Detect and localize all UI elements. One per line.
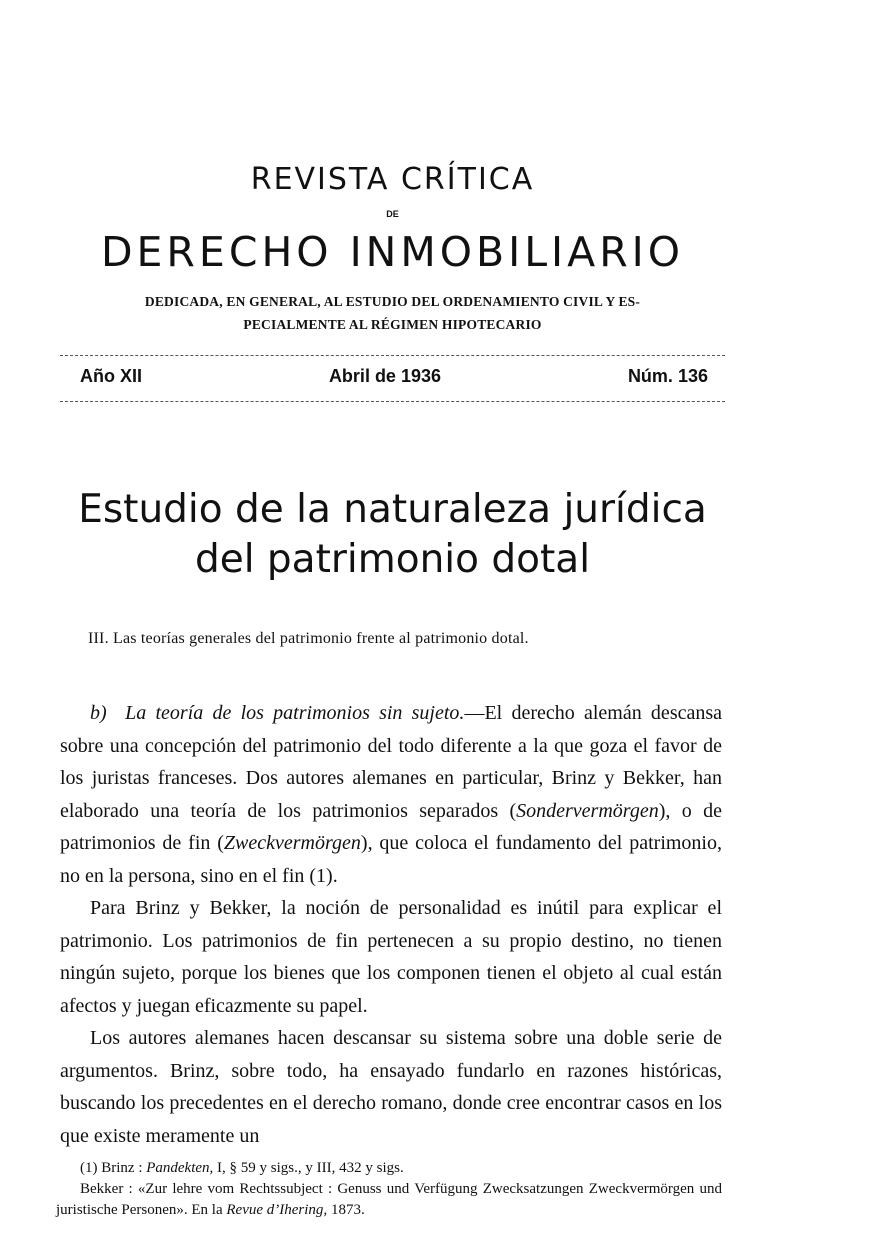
issue-number: Núm. 136: [627, 366, 708, 386]
footnote-1-work: Pandekten,: [146, 1160, 214, 1176]
article-body: [60, 697, 722, 1152]
journal-title: REVISTA CRÍTICA: [250, 162, 535, 197]
issue-rule-bottom: [60, 401, 725, 402]
paragraph-1-text-a: —El derecho alemán descansa sobre una concepción del patrimonio del todo diferente a la que goza el favor de los juristas franceses. Dos autores alemanes en particular, Brinz y Bekker, han elaborado una teoría de los patrimonios separados (: [60, 702, 723, 822]
footnote-1: [56, 1158, 722, 1179]
footnote-2-text: Bekker : «Zur lehre vom Rechtssubject : Genuss und Verfügung Zwecksatzungen Zweckvermörgen und juristische Personen». En la: [56, 1181, 722, 1218]
paragraph-1: [60, 697, 722, 892]
footnote-1-rest: I, § 59 y sigs., y III, 432 y sigs.: [213, 1160, 404, 1176]
paragraph-2: Para Brinz y Bekker, la noción de personalidad es inútil para explicar el patrimonio. Los patrimonios de fin pertenecen a su propio destino, no tienen ningún sujeto, porque los bienes que los componen tienen el objeto al cual están afectos y juegan eficazmente su papel.: [60, 897, 722, 1017]
article-title: [40, 485, 745, 585]
issue-date: Abril de 1936: [328, 366, 441, 386]
issue-year: Año XII: [80, 366, 142, 386]
footnote-2-journal: Revue d’Ihering,: [226, 1202, 328, 1218]
paragraph-1-label: b): [90, 702, 107, 724]
journal-dedication: [60, 290, 725, 336]
paragraph-3: Los autores alemanes hacen descansar su sistema sobre una doble serie de argumentos. Brinz, sobre todo, ha ensayado fundarlo en razones históricas, buscando los precedentes en el derecho romano, donde cree encontrar casos en los que existe meramente un: [60, 1027, 722, 1147]
issue-rule-top: [60, 355, 725, 356]
journal-title-connector: DE: [386, 209, 399, 219]
footnote-1-continued: [56, 1179, 722, 1221]
term-sondervermorgen: Sondervermörgen: [516, 799, 659, 822]
footnote-1-prefix: (1) Brinz :: [80, 1160, 147, 1176]
paragraph-1-text-c: ), que coloca el fundamento del patrimonio, no en la persona, sino en el fin (1).: [60, 832, 722, 887]
paragraph-1-heading: La teoría de los patrimonios sin sujeto.: [125, 702, 465, 724]
section-heading: III. Las teorías generales del patrimonio frente al patrimonio dotal.: [88, 630, 529, 647]
issue-info-bar: [80, 366, 708, 387]
article-title-line-2: del patrimonio dotal: [194, 537, 591, 582]
footnote-2-year: 1873.: [330, 1202, 365, 1218]
footnotes: [56, 1158, 722, 1221]
article-title-line-1: Estudio de la naturaleza jurídica: [78, 487, 707, 532]
dedication-line-2: PECIALMENTE AL RÉGIMEN HIPOTECARIO: [243, 317, 542, 332]
term-zweckvermorgen: Zweckvermörgen: [223, 832, 361, 854]
journal-subtitle: DERECHO INMOBILIARIO: [100, 228, 685, 276]
paragraph-1-text-b: ), o de patrimonios de fin (: [60, 799, 722, 854]
dedication-line-1: DEDICADA, EN GENERAL, AL ESTUDIO DEL ORDENAMIENTO CIVIL Y ES-: [144, 294, 641, 309]
